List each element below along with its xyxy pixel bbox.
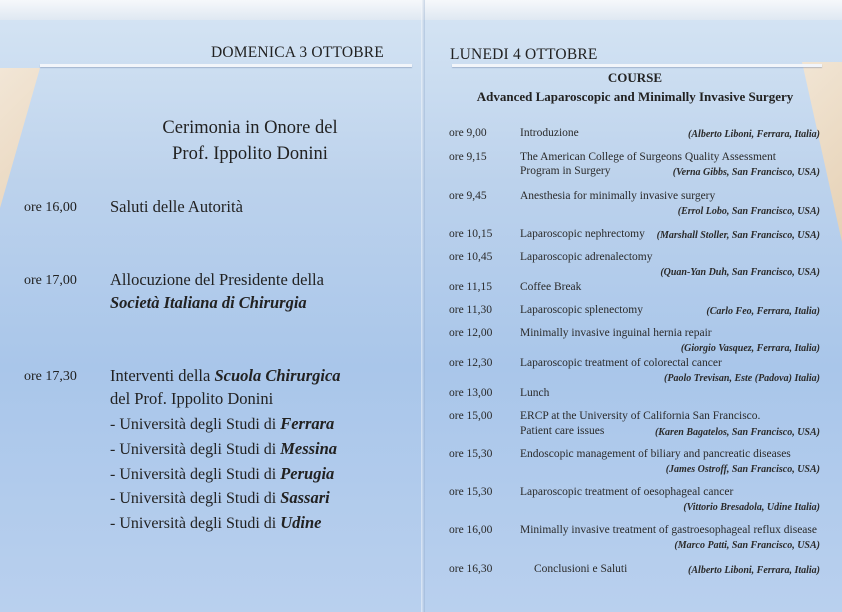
university-prefix: - Università degli Studi di [110,441,277,458]
schedule-title: Anesthesia for minimally invasive surgery [520,190,716,202]
schedule-time: ore 12,30 [449,357,493,369]
schedule-title-line2: Program in Surgery [520,165,611,177]
left-item-time: ore 16,00 [24,200,77,215]
schedule-title: Minimally invasive treatment of gastroesophageal reflux disease [520,524,817,536]
ceremony-title [100,115,400,167]
ceremony-title-line1: Cerimonia in Onore del [162,118,338,138]
schedule-title: Laparoscopic treatment of oesophageal cancer [520,486,734,498]
university-city: Messina [280,439,338,458]
schedule-speaker: (James Ostroff, San Francisco, USA) [665,464,820,475]
left-item-time: ore 17,30 [24,369,77,384]
schedule-title: Laparoscopic splenectomy [520,304,643,316]
left-day-heading: DOMENICA 3 OTTOBRE [211,44,384,61]
schedule-title-line2: Patient care issues [520,425,605,437]
schedule-time: ore 9,45 [449,190,487,202]
university-item [110,439,337,459]
left-item-text [110,268,324,314]
left-item-text: Saluti delle Autorità [110,197,243,216]
schedule-time: ore 11,15 [449,281,493,293]
schedule-title: Lunch [520,387,550,399]
left-heading-rule [40,64,412,67]
university-city: Ferrara [280,414,335,433]
university-prefix: - Università degli Studi di [110,490,277,507]
university-item [110,464,334,484]
schedule-time: ore 15,30 [449,448,493,460]
university-prefix: - Università degli Studi di [110,416,277,433]
schedule-speaker: (Marshall Stoller, San Francisco, USA) [656,230,820,241]
course-title: Advanced Laparoscopic and Minimally Invasive Surgery [476,89,794,104]
schedule-time: ore 16,30 [449,563,493,575]
page-fold [421,0,425,612]
schedule-time: ore 15,30 [449,486,493,498]
university-item [110,488,330,508]
left-item-line2: del Prof. Ippolito Donini [110,389,274,408]
schedule-speaker: (Vittorio Bresadola, Udine Italia) [683,502,820,513]
schedule-speaker: (Verna Gibbs, San Francisco, USA) [672,167,820,178]
schedule-time: ore 9,15 [449,151,487,163]
schedule-title: Coffee Break [520,281,582,293]
schedule-time: ore 10,45 [449,251,493,263]
left-item-line: Allocuzione del Presidente della [110,270,324,289]
left-item-time: ore 17,00 [24,273,77,288]
schedule-title: Introduzione [520,127,579,139]
course-label: COURSE [607,70,663,85]
schedule-speaker: (Alberto Liboni, Ferrara, Italia) [688,129,820,140]
ceremony-title-line2: Prof. Ippolito Donini [172,144,328,164]
schedule-speaker: (Alberto Liboni, Ferrara, Italia) [688,565,820,576]
right-day-heading: LUNEDI 4 OTTOBRE [450,46,598,63]
left-item-text [110,364,341,410]
left-item-prefix: Interventi della [110,366,211,385]
schedule-time: ore 11,30 [449,304,493,316]
schedule-title: Laparoscopic treatment of colorectal cancer [520,357,722,369]
university-city: Sassari [280,488,330,507]
schedule-time: ore 13,00 [449,387,493,399]
schedule-title: The American College of Surgeons Quality Assessment [520,151,776,163]
left-item-emphasis: Società Italiana di Chirurgia [110,293,307,312]
university-item [110,513,321,533]
right-heading-rule [452,64,822,67]
schedule-title: Endoscopic management of biliary and pancreatic diseases [520,448,791,460]
university-prefix: - Università degli Studi di [110,466,277,483]
schedule-speaker: (Paolo Trevisan, Este (Padova) Italia) [664,373,820,384]
university-city: Perugia [280,464,335,483]
schedule-time: ore 9,00 [449,127,487,139]
schedule-speaker: (Carlo Feo, Ferrara, Italia) [706,306,820,317]
schedule-title: ERCP at the University of California San Francisco. [520,410,761,422]
university-prefix: - Università degli Studi di [110,515,277,532]
schedule-title: Minimally invasive inguinal hernia repair [520,327,712,339]
schedule-title: Laparoscopic adrenalectomy [520,251,653,263]
left-item-emphasis: Scuola Chirurgica [214,366,341,385]
schedule-speaker: (Giorgio Vasquez, Ferrara, Italia) [680,343,820,354]
schedule-speaker: (Errol Lobo, San Francisco, USA) [677,206,820,217]
university-city: Udine [280,513,322,532]
schedule-speaker: (Marco Patti, San Francisco, USA) [674,540,820,551]
schedule-speaker: (Quan-Yan Duh, San Francisco, USA) [660,267,820,278]
university-item [110,414,334,434]
schedule-time: ore 10,15 [449,228,493,240]
schedule-title: Laparoscopic nephrectomy [520,228,645,240]
schedule-time: ore 16,00 [449,524,493,536]
schedule-title: Conclusioni e Saluti [534,563,628,575]
schedule-time: ore 12,00 [449,327,493,339]
schedule-speaker: (Karen Bagatelos, San Francisco, USA) [654,427,820,438]
schedule-time: ore 15,00 [449,410,493,422]
